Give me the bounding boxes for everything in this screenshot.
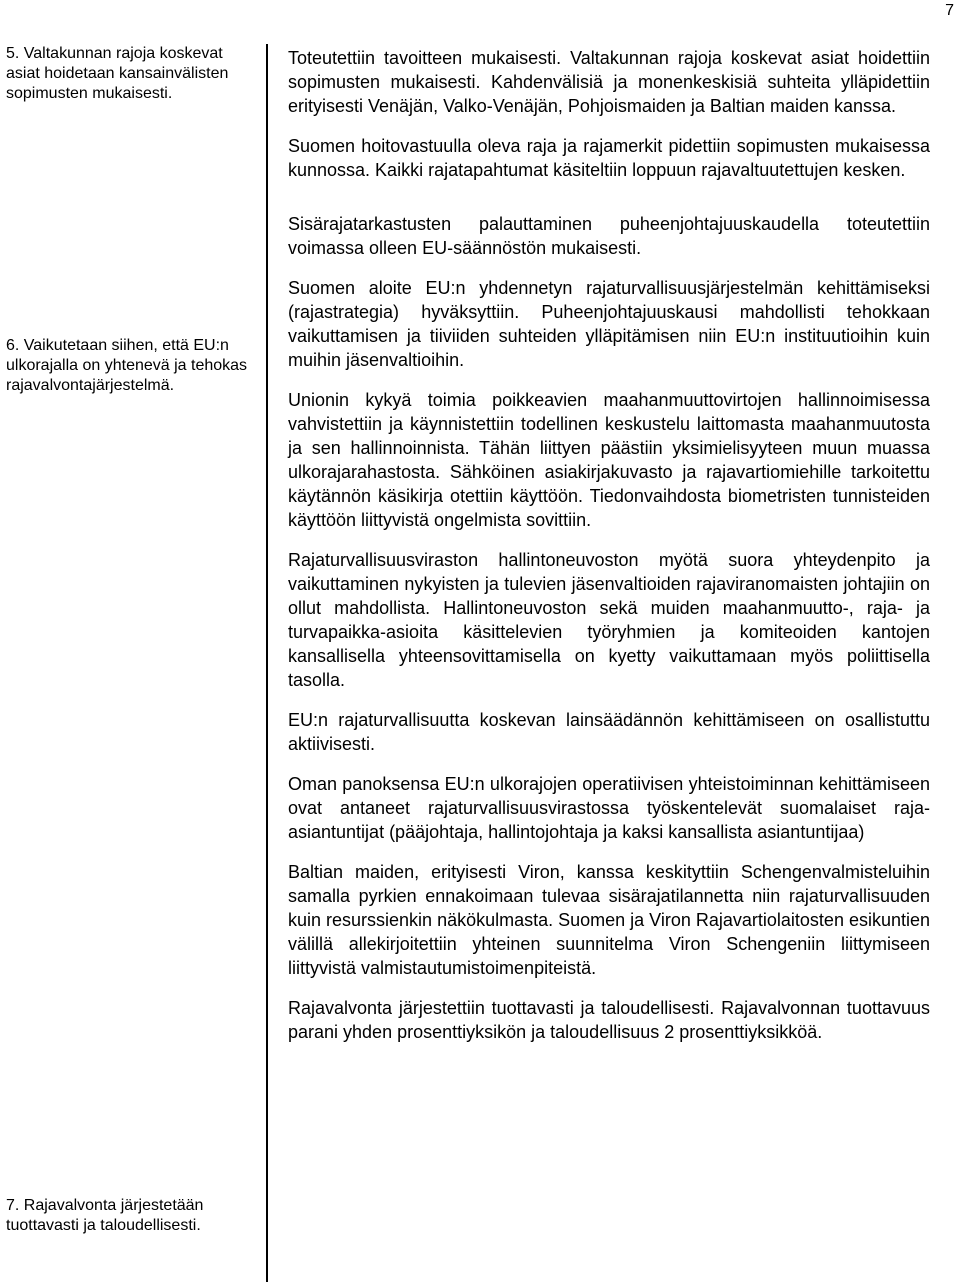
result-paragraph: Unionin kykyä toimia poikkeavien maahanmuuttovirtojen hallinnoimisessa vahvistettiin ja käynnistettiin todellinen keskustelu laittomasta maahanmuutosta ja sen hallinnoinnista. Tähän liittyen päästiin yksimielisyyteen muun muassa ulkorajarahastosta. Sähköinen asiakirjakuvasto ja rajavartiomiehille tarkoitettu käytännön käsikirja otettiin käyttöön. Tiedonvaihdosta biometristen tunnisteiden käyttöön liittyvistä ongelmista sovittiin. bbox=[288, 390, 930, 530]
goal-5: 5. Valtakunnan rajoja koskevat asiat hoidetaan kansainvälisten sopimusten mukaisesti. bbox=[6, 45, 229, 102]
result-paragraph: Baltian maiden, erityisesti Viron, kanssa keskityttiin Schengenvalmisteluihin samalla pyrkien ennakoimaan tulevaa sisärajatilannetta niin rajaturvallisuuden kuin resurssienkin näkökulmasta. Suomen ja Viron Rajavartiolaitosten esikuntien välillä allekirjoitettiin yhteinen suunnitelma Viron Schengeniin liittymiseen liittyvistä valmistautumistoimenpiteistä. bbox=[288, 862, 931, 978]
result-paragraph: Rajaturvallisuusviraston hallintoneuvoston myötä suora yhteydenpito ja vaikuttaminen nykyisten ja tulevien jäsenvaltioiden rajaviranomaisten johtajiin on ollut mahdollista. Hallintoneuvoston sekä muiden maahanmuutto-, raja- ja turvapaikka-asioita käsittelevien työryhmien ja komiteoiden kantojen kansallisella yhteensovittamisella on kyetty vaikuttamaan myös poliittisella tasolla. bbox=[288, 550, 930, 690]
page-number: 7 bbox=[945, 2, 954, 19]
result-paragraph: Rajavalvonta järjestettiin tuottavasti ja taloudellisesti. Rajavalvonnan tuottavuus parani yhden prosenttiyksikön ja taloudellisuus 2 prosenttiyksikköä. bbox=[288, 998, 930, 1042]
result-paragraph: Suomen aloite EU:n yhdennetyn rajaturvallisuusjärjestelmän kehittämiseksi (rajastrategia) hyväksyttiin. Puheenjohtajuuskausi mahdollisti tehokkaan vaikuttamisen ja tiiviiden suhteiden ylläpitämisen niin EU:n instituutioihin kuin muihin jäsenvaltioihin. bbox=[288, 278, 930, 370]
result-paragraph: EU:n rajaturvallisuutta koskevan lainsäädännön kehittämiseen on osallistuttu aktiivisesti. bbox=[288, 710, 930, 754]
results-column bbox=[288, 46, 930, 1044]
result-paragraph: Toteutettiin tavoitteen mukaisesti. Valtakunnan rajoja koskevat asiat hoidettiin sopimusten mukaisesti. Kahdenvälisiä ja monenkeskisiä suhteita ylläpidettiin erityisesti Venäjän, Valko-Venäjän, Pohjoismaiden ja Baltian maiden kanssa. bbox=[288, 48, 930, 116]
column-divider bbox=[266, 44, 268, 1282]
result-paragraph: Oman panoksensa EU:n ulkorajojen operatiivisen yhteistoiminnan kehittämiseen ovat antaneet rajaturvallisuusvirastossa työskentelevät suomalaiset raja-asiantuntijat (pääjohtaja, hallintojohtaja ja kaksi kansallista asiantuntijaa) bbox=[288, 774, 930, 842]
result-paragraph: Sisärajatarkastusten palauttaminen puheenjohtajuuskaudella toteutettiin voimassa olleen EU-säännöstön mukaisesti. bbox=[288, 214, 930, 258]
goal-6: 6. Vaikutetaan siihen, että EU:n ulkorajalla on yhtenevä ja tehokas rajavalvontajärjestelmä. bbox=[6, 337, 248, 394]
goal-7: 7. Rajavalvonta järjestetään tuottavasti ja taloudellisesti. bbox=[6, 1197, 204, 1234]
result-paragraph: Suomen hoitovastuulla oleva raja ja rajamerkit pidettiin sopimusten mukaisessa kunnossa. Kaikki rajatapahtumat käsiteltiin loppuun rajavaltuutettujen kesken. bbox=[288, 136, 930, 180]
